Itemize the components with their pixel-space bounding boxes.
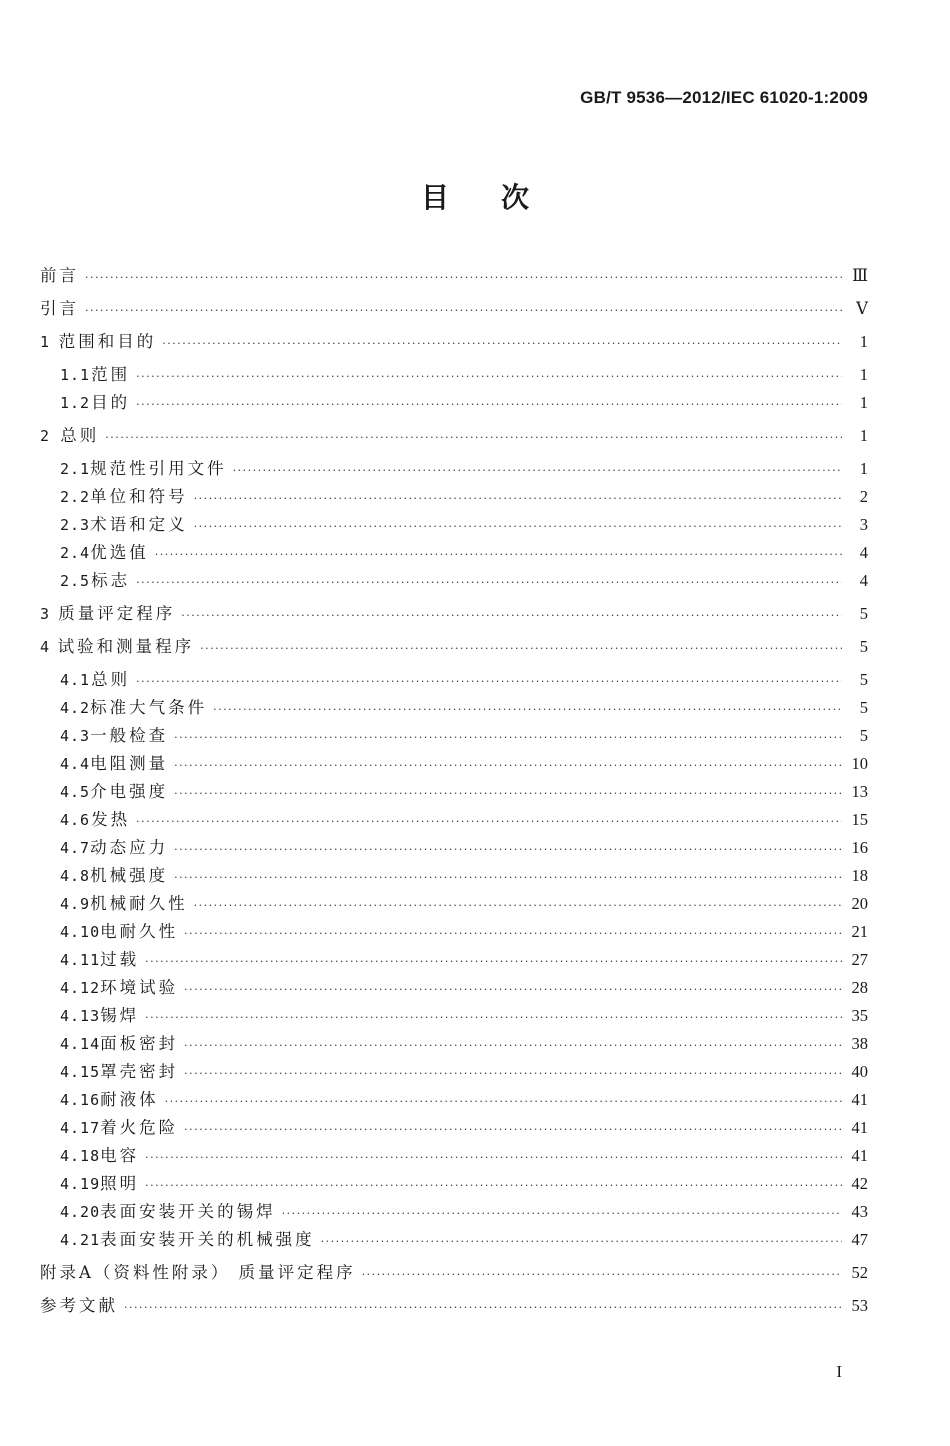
toc-entry-label: 机械耐久性 [90,894,188,913]
toc-entry-number: 4.11 [60,951,101,969]
toc-entry[interactable] [40,1226,868,1250]
toc-entry-label: 引言 [40,299,79,318]
toc-entry-label: 总则 [91,670,131,689]
toc-entry-page: 13 [851,782,868,801]
toc-dot-leader [145,1011,842,1024]
toc-entry-label: 电阻测量 [90,754,169,773]
toc-dot-leader [174,759,842,772]
toc-entry-label: 总则 [60,426,100,445]
toc-dot-leader [136,815,842,828]
toc-entry-number: 1.2 [60,394,91,412]
toc-entry[interactable] [40,539,868,563]
toc-entry-label: 电耐久性 [100,922,179,941]
page-number: I [836,1362,842,1381]
toc-entry-page: 53 [851,1296,868,1315]
toc-dot-leader [174,843,842,856]
toc-entry-label: 术语和定义 [90,515,188,534]
page-title: 目次 [420,181,581,214]
toc-entry[interactable] [40,834,868,858]
toc-entry[interactable] [40,295,868,319]
toc-dot-leader [174,787,842,800]
toc-entry[interactable] [40,1086,868,1110]
toc-entry-page: 41 [851,1146,868,1165]
toc-dot-leader [362,1268,842,1281]
toc-entry-number: 4.9 [60,895,91,913]
toc-dot-leader [85,304,842,317]
toc-dot-leader [184,927,842,940]
toc-dot-leader [145,955,842,968]
toc-entry-label: 试验和测量程序 [57,637,195,656]
toc-dot-leader [194,492,842,505]
toc-entry-label: 优选值 [90,543,149,562]
toc-entry-page: Ⅲ [852,266,868,285]
toc-entry-page: 18 [851,866,868,885]
toc-entry-label: 罩壳密封 [100,1062,179,1081]
toc-entry[interactable] [40,862,868,886]
toc-entry-label: 一般检查 [90,726,169,745]
toc-dot-leader [321,1235,842,1248]
toc-dot-leader [124,1301,842,1314]
toc-entry-number: 4.21 [60,1231,101,1249]
toc-entry-label: 发热 [91,810,131,829]
toc-entry-page: 16 [851,838,868,857]
toc-entry[interactable] [40,455,868,479]
toc-dot-leader [136,576,842,589]
toc-entry-label: 标准大气条件 [90,698,208,717]
toc-entry[interactable] [40,1142,868,1166]
toc-entry[interactable] [40,1170,868,1194]
toc-entry[interactable] [40,361,868,385]
toc-dot-leader [136,398,842,411]
toc-entry-number: 4.16 [60,1091,101,1109]
toc-entry-page: 21 [851,922,868,941]
toc-dot-leader [200,642,842,655]
toc-entry-page: 52 [851,1263,868,1282]
toc-entry-number: 2.4 [60,544,91,562]
toc-entry[interactable] [40,389,868,413]
toc-entry[interactable] [40,1030,868,1054]
toc-entry-page: 5 [859,726,868,745]
toc-dot-leader [184,1067,842,1080]
toc-dot-leader [165,1095,842,1108]
toc-dot-leader [233,464,842,477]
toc-entry[interactable] [40,778,868,802]
toc-entry-label: 锡焊 [100,1006,140,1025]
toc-entry-page: 20 [851,894,868,913]
toc-dot-leader [105,431,842,444]
toc-entry[interactable] [40,750,868,774]
toc-entry-number: 4.20 [60,1203,101,1221]
toc-entry[interactable] [40,1114,868,1138]
toc-entry-page: 4 [859,543,868,562]
toc-dot-leader [162,337,842,350]
toc-entry-page: 5 [859,698,868,717]
toc-entry-page: Ⅴ [856,299,868,318]
toc-dot-leader [136,675,842,688]
toc-entry-number: 4.6 [60,811,91,829]
toc-dot-leader [194,899,842,912]
toc-entry-label: 目的 [91,393,131,412]
toc-entry-label: 范围 [91,365,131,384]
toc-entry-label: 动态应力 [90,838,169,857]
toc-entry-number: 4.15 [60,1063,101,1081]
toc-entry-page: 2 [859,487,868,506]
toc-entry-page: 15 [851,810,868,829]
standard-number-header: GB/T 9536—2012/IEC 61020-1:2009 [580,88,868,107]
toc-entry-label: 表面安装开关的机械强度 [100,1230,315,1249]
toc-entry-page: 27 [851,950,868,969]
toc-entry-page: 42 [851,1174,868,1193]
toc-entry-page: 28 [851,978,868,997]
toc-entry-page: 5 [859,637,868,656]
toc-entry-page: 41 [851,1090,868,1109]
toc-entry-number: 4.12 [60,979,101,997]
toc-entry-number: 4.7 [60,839,91,857]
toc-entry-label: 着火危险 [100,1118,179,1137]
toc-entry-label: 附录A（资料性附录） 质量评定程序 [40,1263,356,1282]
toc-entry-page: 4 [859,571,868,590]
toc-entry-number: 2.1 [60,460,91,478]
toc-entry-number: 4.5 [60,783,91,801]
toc-entry-label: 前言 [40,266,79,285]
toc-entry[interactable] [40,890,868,914]
toc-entry[interactable] [40,1198,868,1222]
toc-entry-number: 4.19 [60,1175,101,1193]
toc-entry[interactable] [40,666,868,690]
toc-entry-number: 4.13 [60,1007,101,1025]
toc-entry-label: 照明 [100,1174,140,1193]
toc-entry[interactable] [40,511,868,535]
toc-dot-leader [174,731,842,744]
toc-entry[interactable] [40,974,868,998]
toc-entry-label: 规范性引用文件 [90,459,227,478]
toc-entry[interactable] [40,422,868,446]
toc-entry-page: 41 [851,1118,868,1137]
toc-entry-page: 3 [859,515,868,534]
toc-entry-label: 过载 [100,950,140,969]
toc-entry-number: 4 [40,638,51,656]
toc-entry[interactable] [40,1002,868,1026]
toc-entry-number: 4.14 [60,1035,101,1053]
toc-entry[interactable] [40,722,868,746]
toc-entry-page: 1 [859,459,868,478]
toc-entry-number: 4.3 [60,727,91,745]
toc-entry-number: 4.2 [60,699,91,717]
toc-entry-label: 机械强度 [90,866,169,885]
toc-entry-page: 1 [859,365,868,384]
toc-entry-number: 2.5 [60,572,91,590]
toc-entry-number: 4.10 [60,923,101,941]
toc-dot-leader [184,983,842,996]
toc-entry[interactable] [40,1259,868,1283]
toc-entry[interactable] [40,600,868,624]
toc-entry[interactable] [40,918,868,942]
toc-entry-label: 环境试验 [100,978,179,997]
toc-entry[interactable] [40,946,868,970]
toc-entry-page: 5 [859,670,868,689]
toc-entry-page: 47 [851,1230,868,1249]
toc-dot-leader [184,1039,842,1052]
toc-entry-label: 面板密封 [100,1034,179,1053]
toc-entry-number: 1.1 [60,366,91,384]
toc-entry-number: 4.1 [60,671,91,689]
toc-entry[interactable] [40,483,868,507]
toc-entry[interactable] [40,633,868,657]
toc-entry-number: 3 [40,605,51,623]
toc-dot-leader [282,1207,842,1220]
toc-dot-leader [155,548,842,561]
toc-dot-leader [136,370,842,383]
toc-entry-page: 10 [851,754,868,773]
toc-entry-number: 4.17 [60,1119,101,1137]
toc-entry-number: 2.3 [60,516,91,534]
toc-entry[interactable] [40,567,868,591]
toc-entry[interactable] [40,1058,868,1082]
toc-dot-leader [181,609,842,622]
toc-entry-page: 1 [859,393,868,412]
toc-entry[interactable] [40,1292,868,1316]
toc-entry-page: 1 [859,426,868,445]
toc-entry-label: 介电强度 [90,782,169,801]
toc-entry[interactable] [40,694,868,718]
toc-entry-label: 范围和目的 [58,332,157,351]
toc-entry-label: 质量评定程序 [58,604,176,623]
toc-entry-number: 4.18 [60,1147,101,1165]
toc-entry-label: 表面安装开关的锡焊 [100,1202,276,1221]
toc-entry-number: 1 [40,333,51,351]
toc-entry-page: 40 [851,1062,868,1081]
toc-entry[interactable] [40,328,868,352]
toc-dot-leader [213,703,842,716]
toc-entry[interactable] [40,262,868,286]
toc-dot-leader [184,1123,842,1136]
toc-dot-leader [145,1151,842,1164]
toc-dot-leader [85,271,842,284]
toc-entry-label: 耐液体 [100,1090,159,1109]
toc-entry-number: 2.2 [60,488,91,506]
toc-entry-label: 电容 [100,1146,140,1165]
toc-entry-page: 38 [851,1034,868,1053]
toc-entry-label: 单位和符号 [90,487,188,506]
toc-entry-number: 2 [40,427,51,445]
toc-entry-page: 43 [851,1202,868,1221]
toc-entry-page: 35 [851,1006,868,1025]
toc-entry-page: 1 [859,332,868,351]
toc-dot-leader [194,520,842,533]
toc-entry[interactable] [40,806,868,830]
toc-entry-label: 标志 [91,571,131,590]
toc-entry-label: 参考文献 [40,1296,118,1315]
toc-entry-page: 5 [859,604,868,623]
toc-dot-leader [174,871,842,884]
toc-entry-number: 4.4 [60,755,91,773]
toc-dot-leader [145,1179,842,1192]
toc-entry-number: 4.8 [60,867,91,885]
